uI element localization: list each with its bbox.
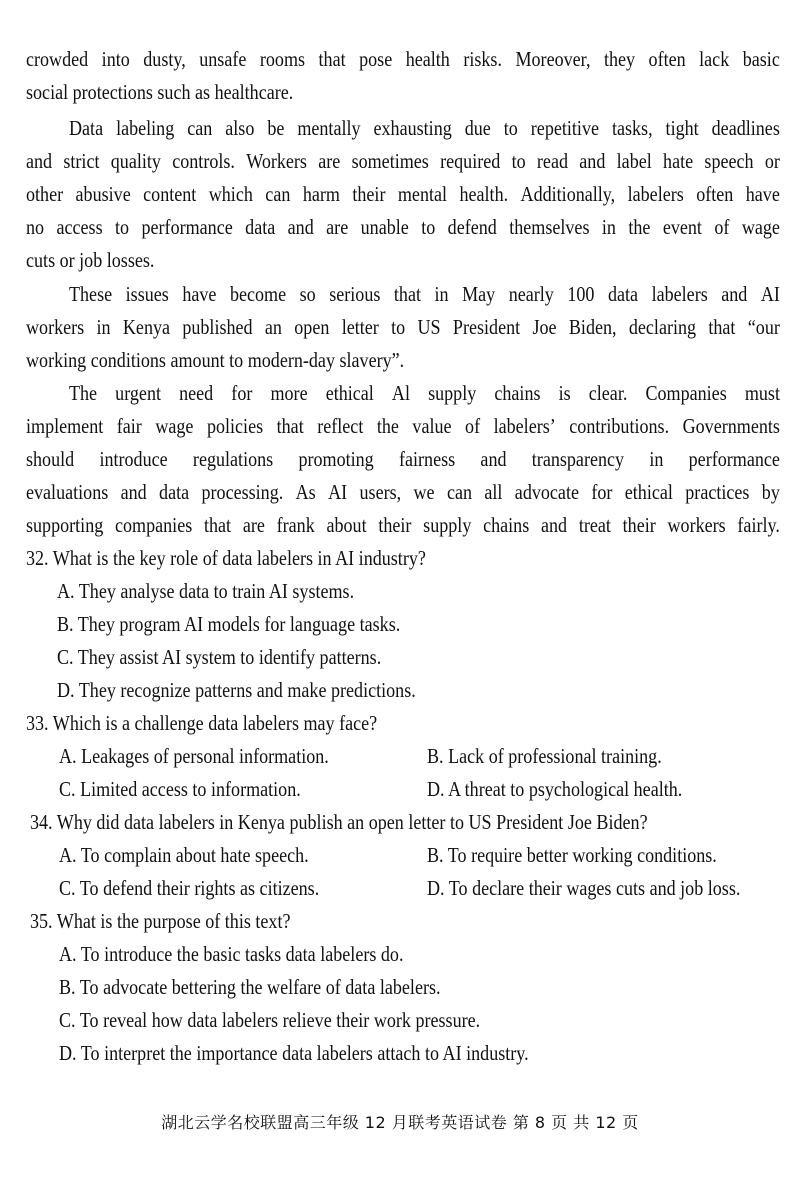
passage-line: cuts or job losses.	[26, 248, 155, 272]
option-b[interactable]	[427, 843, 717, 867]
question-stem	[30, 810, 648, 834]
option-letter: D.	[59, 1041, 77, 1065]
question-number: 32.	[26, 546, 49, 570]
option-letter: B.	[427, 843, 444, 867]
option-b[interactable]	[427, 744, 662, 768]
passage-line: Data labeling can also be mentally exhausting due to repetitive tasks, tight deadlines	[69, 116, 780, 140]
option-text: To reveal how data labelers relieve their work pressure.	[79, 1008, 481, 1032]
option-letter: D.	[427, 876, 445, 900]
question-number: 33.	[26, 711, 49, 735]
option-text: To complain about hate speech.	[80, 843, 309, 867]
page-footer: 湖北云学名校联盟高三年级 12 月联考英语试卷 第 8 页 共 12 页	[161, 1113, 639, 1132]
question-stem	[30, 909, 290, 933]
option-letter: C.	[59, 876, 76, 900]
option-text: To declare their wages cuts and job loss.	[448, 876, 741, 900]
option-c[interactable]	[59, 777, 301, 801]
option-b[interactable]	[59, 975, 441, 999]
option-text: A threat to psychological health.	[448, 777, 683, 801]
option-text: To introduce the basic tasks data labelers do.	[80, 942, 404, 966]
option-a[interactable]	[59, 843, 309, 867]
passage-line: and strict quality controls. Workers are sometimes required to read and label hate speech or	[26, 149, 780, 173]
option-letter: A.	[59, 744, 77, 768]
question-text: Why did data labelers in Kenya publish an open letter to US President Joe Biden?	[56, 810, 648, 834]
passage-line: working conditions amount to modern-day slavery”.	[26, 348, 405, 372]
option-letter: C.	[57, 645, 74, 669]
option-text: They program AI models for language tasks.	[77, 612, 401, 636]
option-text: To require better working conditions.	[447, 843, 717, 867]
option-letter: C.	[59, 1008, 76, 1032]
option-d[interactable]	[427, 777, 682, 801]
passage-line: The urgent need for more ethical Al supply chains is clear. Companies must	[69, 381, 780, 405]
option-c[interactable]	[57, 645, 381, 669]
passage-line: social protections such as healthcare.	[26, 80, 294, 104]
passage-line: supporting companies that are frank about their supply chains and treat their workers fairly.	[26, 513, 780, 537]
question-text: Which is a challenge data labelers may face?	[52, 711, 378, 735]
option-d[interactable]	[427, 876, 740, 900]
option-letter: B.	[57, 612, 74, 636]
option-letter: C.	[59, 777, 76, 801]
question-number: 34.	[30, 810, 53, 834]
option-text: To advocate bettering the welfare of data labelers.	[79, 975, 441, 999]
option-text: They recognize patterns and make predictions.	[78, 678, 416, 702]
option-a[interactable]	[59, 744, 329, 768]
option-text: To defend their rights as citizens.	[79, 876, 320, 900]
option-letter: A.	[59, 942, 77, 966]
option-text: Leakages of personal information.	[81, 744, 329, 768]
option-c[interactable]	[59, 876, 319, 900]
option-a[interactable]	[59, 942, 403, 966]
option-letter: A.	[57, 579, 75, 603]
option-b[interactable]	[57, 612, 400, 636]
question-stem	[26, 546, 426, 570]
option-c[interactable]	[59, 1008, 480, 1032]
passage-line: no access to performance data and are unable to defend themselves in the event of wage	[26, 215, 780, 239]
option-letter: D.	[427, 777, 445, 801]
option-letter: B.	[427, 744, 444, 768]
question-number: 35.	[30, 909, 53, 933]
question-text: What is the purpose of this text?	[56, 909, 291, 933]
passage-line: workers in Kenya published an open letter to US President Joe Biden, declaring that “our	[26, 315, 780, 339]
passage-line: crowded into dusty, unsafe rooms that pose health risks. Moreover, they often lack basic	[26, 47, 780, 71]
option-text: They assist AI system to identify patterns.	[77, 645, 382, 669]
option-d[interactable]	[57, 678, 416, 702]
passage-line: evaluations and data processing. As AI users, we can all advocate for ethical practices by	[26, 480, 780, 504]
option-letter: B.	[59, 975, 76, 999]
option-text: Limited access to information.	[80, 777, 301, 801]
passage-line: implement fair wage policies that reflect the value of labelers’ contributions. Governments	[26, 414, 780, 438]
passage-line: should introduce regulations promoting fairness and transparency in performance	[26, 447, 780, 471]
option-d[interactable]	[59, 1041, 529, 1065]
passage-line: other abusive content which can harm their mental health. Additionally, labelers often have	[26, 182, 780, 206]
option-letter: A.	[59, 843, 77, 867]
option-text: To interpret the importance data labelers attach to AI industry.	[80, 1041, 529, 1065]
option-a[interactable]	[57, 579, 354, 603]
option-letter: D.	[57, 678, 75, 702]
question-text: What is the key role of data labelers in AI industry?	[52, 546, 426, 570]
option-text: Lack of professional training.	[448, 744, 662, 768]
question-stem	[26, 711, 377, 735]
option-text: They analyse data to train AI systems.	[78, 579, 355, 603]
passage-line: These issues have become so serious that in May nearly 100 data labelers and AI	[69, 282, 780, 306]
